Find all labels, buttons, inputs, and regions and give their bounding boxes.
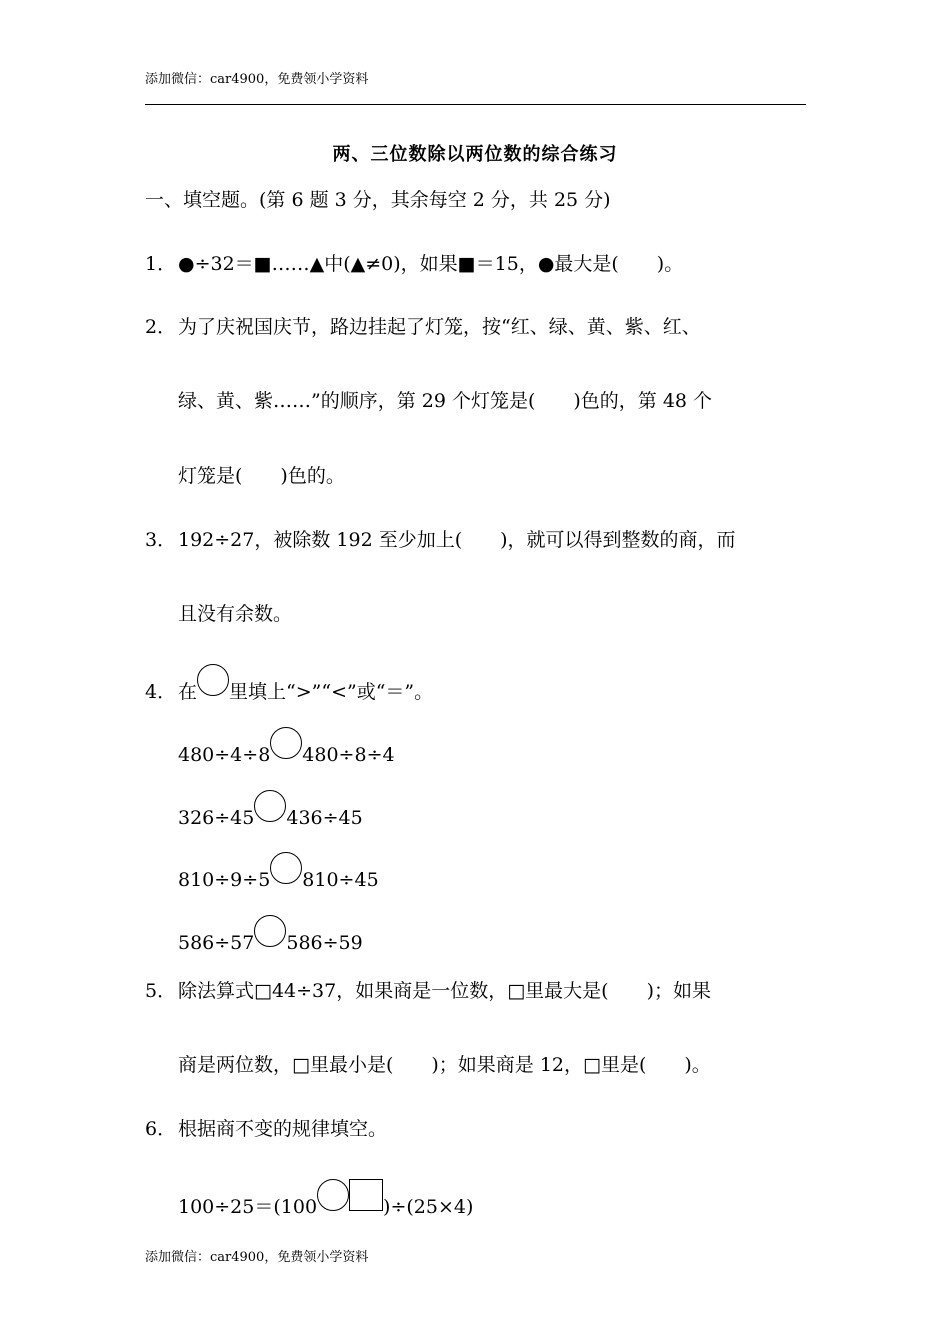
question-6 [145, 1116, 387, 1142]
answer-circle[interactable] [197, 664, 229, 696]
answer-circle[interactable] [270, 727, 302, 759]
comparison-left: 586÷57 [178, 932, 255, 954]
footer-note: 添加微信：car4900，免费领小学资料 [145, 1250, 369, 1265]
answer-circle[interactable] [254, 915, 286, 947]
question-2-line-1 [145, 314, 701, 340]
question-text: 除法算式□44÷37，如果商是一位数，□里最大是( )；如果 [178, 980, 712, 1002]
question-3-line-2: 且没有余数。 [178, 603, 293, 625]
header-rule [145, 104, 806, 105]
question-text: 里填上“>”“<”或“＝”。 [229, 681, 434, 703]
comparison-right: 436÷45 [286, 807, 363, 829]
comparison-left: 810÷9÷5 [178, 869, 271, 891]
comparison-right: 810÷45 [302, 869, 379, 891]
question-number: 5． [145, 980, 177, 1002]
comparison-row [178, 790, 363, 831]
page-title: 两、三位数除以两位数的综合练习 [332, 144, 618, 165]
question-2-line-3: 灯笼是( )色的。 [178, 465, 345, 487]
equation-left: 100÷25＝(100 [178, 1196, 318, 1218]
comparison-row [178, 727, 395, 768]
equation-row [178, 1179, 473, 1220]
question-2-line-2: 绿、黄、紫……”的顺序，第 29 个灯笼是( )色的，第 48 个 [178, 390, 713, 412]
question-text: 为了庆祝国庆节，路边挂起了灯笼，按“红、绿、黄、紫、红、 [178, 316, 701, 338]
answer-box[interactable] [349, 1179, 383, 1211]
comparison-left: 480÷4÷8 [178, 744, 271, 766]
answer-circle[interactable] [254, 790, 286, 822]
question-text: ●÷32＝■……▲中(▲≠0)，如果■＝15，●最大是( )。 [178, 253, 684, 275]
comparison-row [178, 915, 363, 956]
question-text: 根据商不变的规律填空。 [178, 1118, 388, 1140]
question-3-line-1 [145, 527, 736, 553]
equation-right: )÷(25×4) [383, 1196, 474, 1218]
header-note: 添加微信：car4900，免费领小学资料 [145, 72, 369, 87]
comparison-left: 326÷45 [178, 807, 255, 829]
answer-circle[interactable] [270, 852, 302, 884]
question-number: 3． [145, 529, 177, 551]
section-heading: 一、填空题。(第 6 题 3 分，其余每空 2 分，共 25 分) [145, 189, 611, 211]
answer-circle[interactable] [317, 1179, 349, 1211]
question-4 [145, 664, 433, 705]
question-5-line-2: 商是两位数，□里最小是( )；如果商是 12，□里是( )。 [178, 1054, 711, 1076]
question-5-line-1 [145, 978, 711, 1004]
comparison-right: 586÷59 [286, 932, 363, 954]
question-number: 2． [145, 316, 177, 338]
question-text: 在 [178, 681, 198, 703]
question-1 [145, 251, 683, 277]
comparison-right: 480÷8÷4 [302, 744, 395, 766]
question-number: 6． [145, 1118, 177, 1140]
question-number: 4． [145, 681, 177, 703]
question-text: 192÷27，被除数 192 至少加上( )，就可以得到整数的商，而 [178, 529, 736, 551]
question-number: 1． [145, 253, 177, 275]
comparison-row [178, 852, 379, 893]
